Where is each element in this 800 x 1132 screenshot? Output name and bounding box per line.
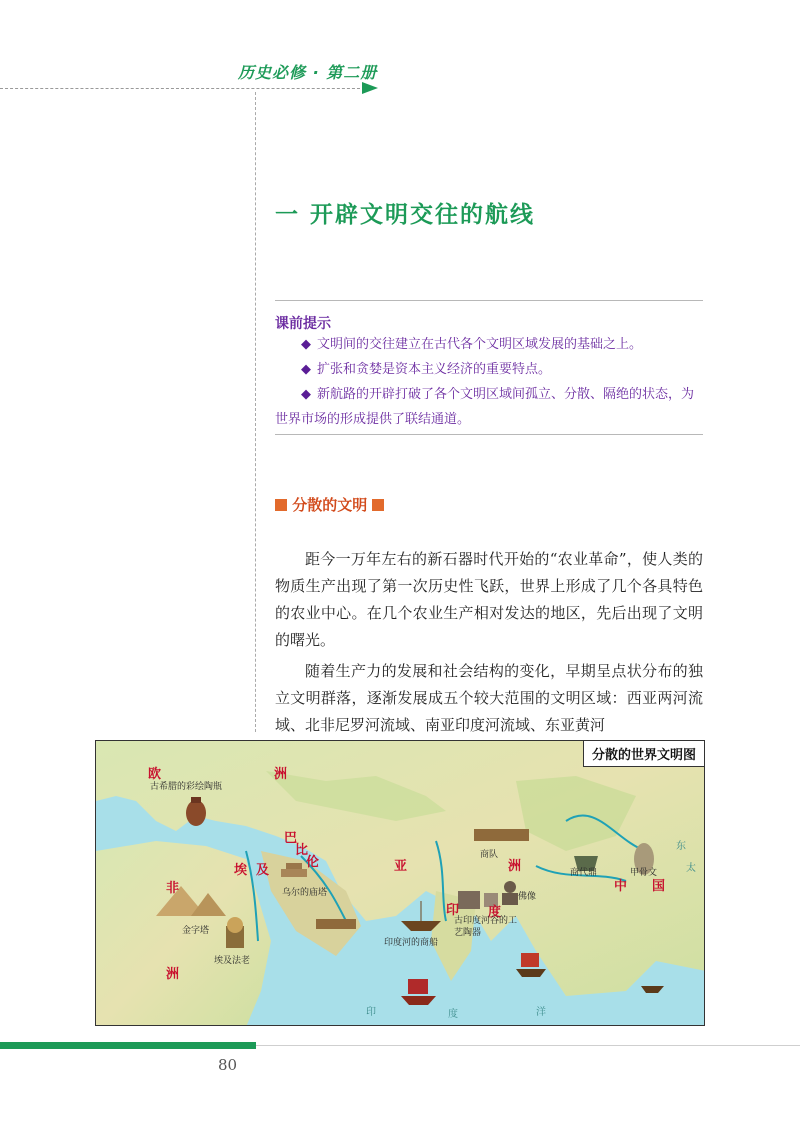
header-dashed-line <box>0 88 365 89</box>
square-marker-icon <box>275 499 287 511</box>
paragraph: 距今一万年左右的新石器时代开始的“农业革命”，使人类的物质生产出现了第一次历史性飞跃，世界上形成了几个各具特色的农业中心。在几个农业生产相对发达的地区，先后出现了文明的曙光。 <box>275 550 703 649</box>
map-label: 洲 <box>508 859 522 874</box>
map-label: 及 <box>256 863 270 878</box>
map-caption: 佛像 <box>518 892 537 902</box>
map-caption: 古印度河谷的工艺陶器 <box>454 916 518 938</box>
tips-top-rule <box>275 300 703 301</box>
tips-heading: 课前提示 <box>275 316 331 332</box>
square-marker-icon <box>372 499 384 511</box>
footer-rule <box>256 1045 800 1046</box>
map-caption: 商代鼎 <box>570 868 598 878</box>
map-label: 亚 <box>394 859 408 874</box>
map-label: 埃 <box>234 863 248 878</box>
diamond-bullet-icon: ◆ <box>301 337 311 352</box>
civilization-map <box>95 740 705 1026</box>
page-number: 80 <box>218 1056 238 1074</box>
sea-label: 东 <box>676 841 686 852</box>
map-label: 度 <box>488 905 502 920</box>
sea-label: 印 <box>366 1007 376 1018</box>
body-text <box>275 546 703 743</box>
map-caption: 埃及法老 <box>214 956 251 966</box>
map-label: 中 <box>614 879 628 894</box>
map-label: 欧 <box>148 767 162 782</box>
tips-box <box>275 332 703 432</box>
map-caption: 印度河的商船 <box>384 938 439 948</box>
tip-item: ◆ 新航路的开辟打破了各个文明区域间孤立、分散、隔绝的状态，为世界市场的形成提供了联结通道。 <box>275 387 695 427</box>
map-label: 国 <box>652 879 666 894</box>
diamond-bullet-icon: ◆ <box>301 362 311 377</box>
map-label: 比 <box>295 843 309 858</box>
map-caption: 商队 <box>480 850 499 860</box>
tip-item: ◆ 扩张和贪婪是资本主义经济的重要特点。 <box>301 362 552 377</box>
sea-label: 度 <box>448 1009 458 1020</box>
sea-label: 洋 <box>536 1007 546 1018</box>
map-label: 非 <box>166 881 180 896</box>
paragraph: 随着生产力的发展和社会结构的变化，早期呈点状分布的独立文明群落，逐渐发展成五个较大范围的文明区域：西亚两河流域、北非尼罗河流域、南亚印度河流域、东亚黄河 <box>275 662 703 734</box>
pharaoh-icon <box>226 917 244 948</box>
map-caption: 金字塔 <box>182 926 210 936</box>
tips-bottom-rule <box>275 434 703 435</box>
header-arrow-icon <box>362 82 378 94</box>
map-label: 洲 <box>166 967 180 982</box>
sea-label: 太 <box>686 863 696 874</box>
footer-green-bar <box>0 1042 256 1049</box>
map-label: 伦 <box>306 855 320 870</box>
chapter-title: 一 开辟文明交往的航线 <box>275 202 536 228</box>
book-title: 历史必修 · 第二册 <box>238 63 378 82</box>
map-label: 洲 <box>274 767 288 782</box>
map-caption: 甲骨文 <box>630 868 658 878</box>
map-caption: 乌尔的庙塔 <box>282 888 328 898</box>
section-heading: 分散的文明 <box>275 494 384 515</box>
map-label: 巴 <box>284 831 298 846</box>
diamond-bullet-icon: ◆ <box>301 387 311 402</box>
map-label: 印 <box>446 903 460 918</box>
vertical-dashed-divider <box>255 92 256 732</box>
tip-item: ◆ 文明间的交往建立在古代各个文明区域发展的基础之上。 <box>301 337 643 352</box>
map-caption: 古希腊的彩绘陶瓶 <box>150 782 223 792</box>
map-title: 分散的世界文明图 <box>583 741 704 767</box>
